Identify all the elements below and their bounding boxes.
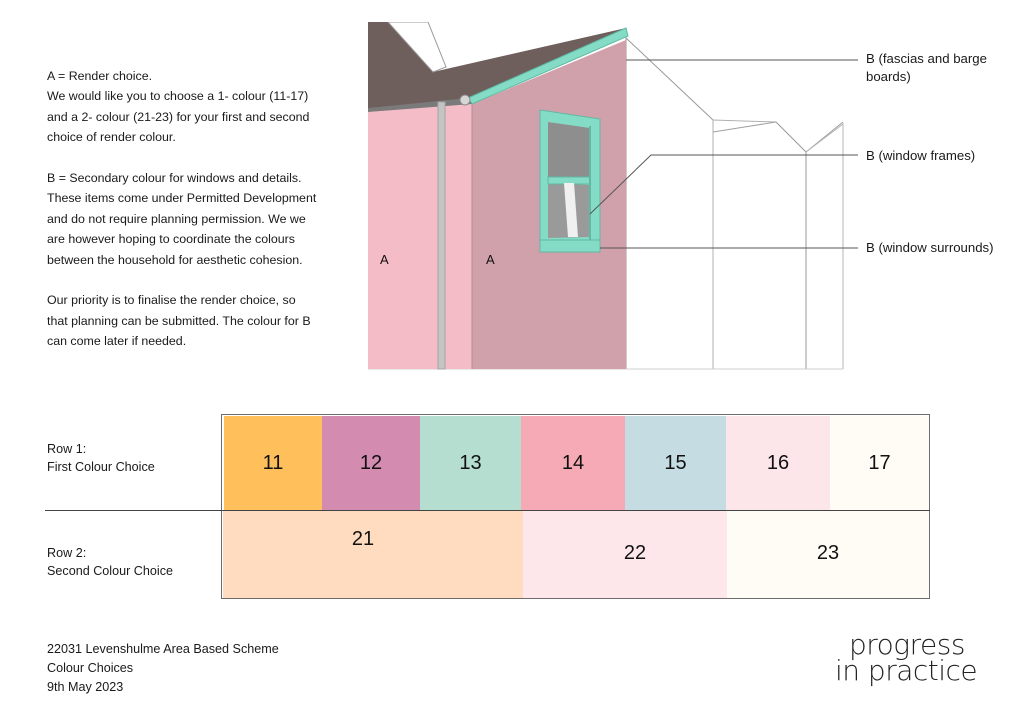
row-label-line: First Colour Choice <box>47 460 155 474</box>
swatch-13[interactable] <box>420 416 521 510</box>
intro-line: choice of render colour. <box>47 130 176 145</box>
row-label-line: Row 2: <box>47 546 87 560</box>
swatch-21[interactable] <box>223 511 523 598</box>
intro-text <box>47 66 337 372</box>
render-wall-left <box>368 104 472 369</box>
swatch-code: 17 <box>868 451 891 474</box>
window-sash-bar <box>548 177 590 184</box>
swatch-17[interactable] <box>830 416 929 510</box>
intro-line: We would like you to choose a 1- colour (11-17) <box>47 89 309 104</box>
callout-line: B (fascias and barge <box>866 51 987 66</box>
label-a-left: A <box>380 252 389 267</box>
window-glass-upper <box>548 122 590 180</box>
intro-line: and a 2- colour (21-23) for your first and second <box>47 109 310 124</box>
intro-line: that planning can be submitted. The colour for B <box>47 313 311 328</box>
gutter-outlet <box>460 95 470 105</box>
intro-paragraph-priority <box>47 290 337 351</box>
swatch-code: 23 <box>816 541 840 564</box>
row-label-line: Row 1: <box>47 442 87 456</box>
intro-line: and do not require planning permission. We we <box>47 211 306 226</box>
intro-line: can come later if needed. <box>47 334 187 349</box>
logo-line: progress <box>849 628 965 661</box>
callout-window-frames: B (window frames) <box>866 148 976 163</box>
swatch-15[interactable] <box>625 416 726 510</box>
intro-line: are however hoping to coordinate the colours <box>47 232 295 247</box>
swatch-23[interactable] <box>727 511 929 598</box>
swatch-16[interactable] <box>726 416 830 510</box>
callout-fascias <box>866 50 1016 86</box>
project-title: 22031 Levenshulme Area Based Scheme <box>47 642 279 656</box>
row-label-line: Second Colour Choice <box>47 564 174 578</box>
row-2-label <box>47 544 173 580</box>
intro-line: between the household for aesthetic cohesion. <box>47 252 303 267</box>
swatch-14[interactable] <box>521 416 625 510</box>
swatch-code: 11 <box>262 451 284 474</box>
swatch-code: 16 <box>766 451 790 474</box>
downpipe <box>438 102 445 369</box>
intro-line: A = Render choice. <box>47 69 153 83</box>
swatch-11[interactable] <box>224 416 322 510</box>
swatch-code: 22 <box>623 541 647 564</box>
intro-line: These items come under Permitted Development <box>47 191 317 206</box>
swatch-22[interactable] <box>523 511 727 598</box>
swatch-code: 15 <box>664 451 687 474</box>
side-wall-white <box>626 38 713 369</box>
intro-line: B = Secondary colour for windows and details. <box>47 171 302 186</box>
intro-line: Our priority is to finalise the render choice, so <box>47 293 296 308</box>
intro-paragraph-render <box>47 66 337 148</box>
intro-paragraph-secondary <box>47 168 337 270</box>
swatch-code: 14 <box>561 451 585 474</box>
rear-wall-edge <box>806 124 843 369</box>
footer <box>47 640 279 697</box>
callout-window-surrounds: B (window surrounds) <box>866 240 994 255</box>
company-logo <box>835 628 1005 687</box>
document-date: 9th May 2023 <box>47 680 124 694</box>
swatch-code: 12 <box>359 451 383 474</box>
swatch-code: 13 <box>459 451 482 474</box>
row-1-label <box>47 440 155 476</box>
callout-line: boards) <box>866 69 911 84</box>
document-subtitle: Colour Choices <box>47 661 134 675</box>
window-sill <box>540 240 600 252</box>
colour-swatch-table <box>221 414 930 599</box>
label-a-right: A <box>486 252 495 267</box>
swatch-code: 21 <box>351 528 375 550</box>
rear-wall-white <box>713 120 806 369</box>
logo-line: in practice <box>835 654 978 687</box>
swatch-12[interactable] <box>322 416 420 510</box>
row-separator <box>45 510 930 511</box>
